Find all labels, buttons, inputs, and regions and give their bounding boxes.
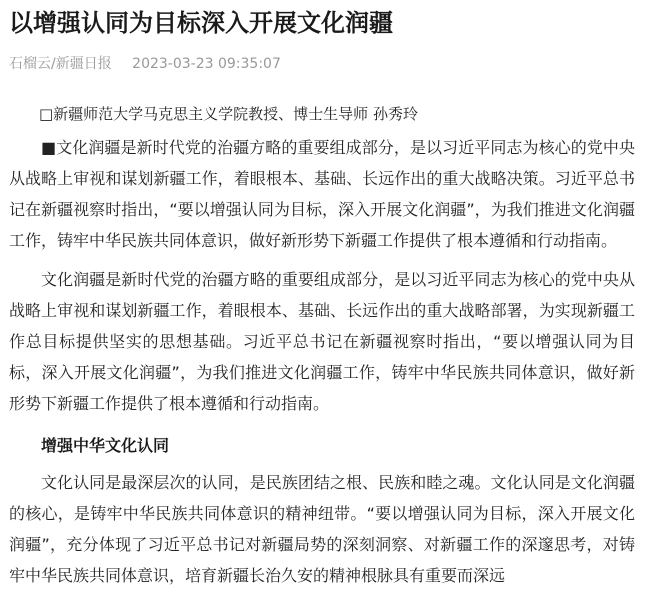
article-timestamp: 2023-03-23 09:35:07: [132, 56, 281, 72]
body-paragraph: 文化润疆是新时代党的治疆方略的重要组成部分，是以习近平同志为核心的党中央从战略上审视和谋划新疆工作，着眼根本、基础、长远作出的重大战略部署，为实现新疆工作总目标提供坚实的思想基础。习近平总书记在新疆视察时指出，“要以增强认同为目标，深入开展文化润疆”，为我们推进文化润疆工作，铸牢中华民族共同体意识，做好新形势下新疆工作提供了根本遵循和行动指南。: [9, 270, 635, 413]
article-title: 以增强认同为目标深入开展文化润疆: [9, 9, 393, 37]
section-heading: 增强中华文化认同: [41, 436, 170, 455]
article-body: [9, 100, 635, 591]
article-source[interactable]: 石榴云/新疆日报: [9, 56, 112, 72]
author-line: □新疆师范大学马克思主义学院教授、博士生导师 孙秀玲: [39, 105, 418, 123]
article-meta: [9, 54, 635, 74]
section-paragraph: 文化认同是最深层次的认同，是民族团结之根、民族和睦之魂。文化认同是文化润疆的核心，是铸牢中华民族共同体意识的精神纽带。“要以增强认同为目标，深入开展文化润疆”，充分体现了习近平总书记对新疆局势的深刻洞察、对新疆工作的深邃思考，对铸牢中华民族共同体意识，培育新疆长治久安的精神根脉具有重要而深远: [9, 473, 635, 585]
lead-paragraph: ■文化润疆是新时代党的治疆方略的重要组成部分，是以习近平同志为核心的党中央从战略上审视和谋划新疆工作，着眼根本、基础、长远作出的重大战略决策。习近平总书记在新疆视察时指出，“要以增强认同为目标，深入开展文化润疆”，为我们推进文化润疆工作，铸牢中华民族共同体意识，做好新形势下新疆工作提供了根本遵循和行动指南。: [9, 138, 635, 250]
